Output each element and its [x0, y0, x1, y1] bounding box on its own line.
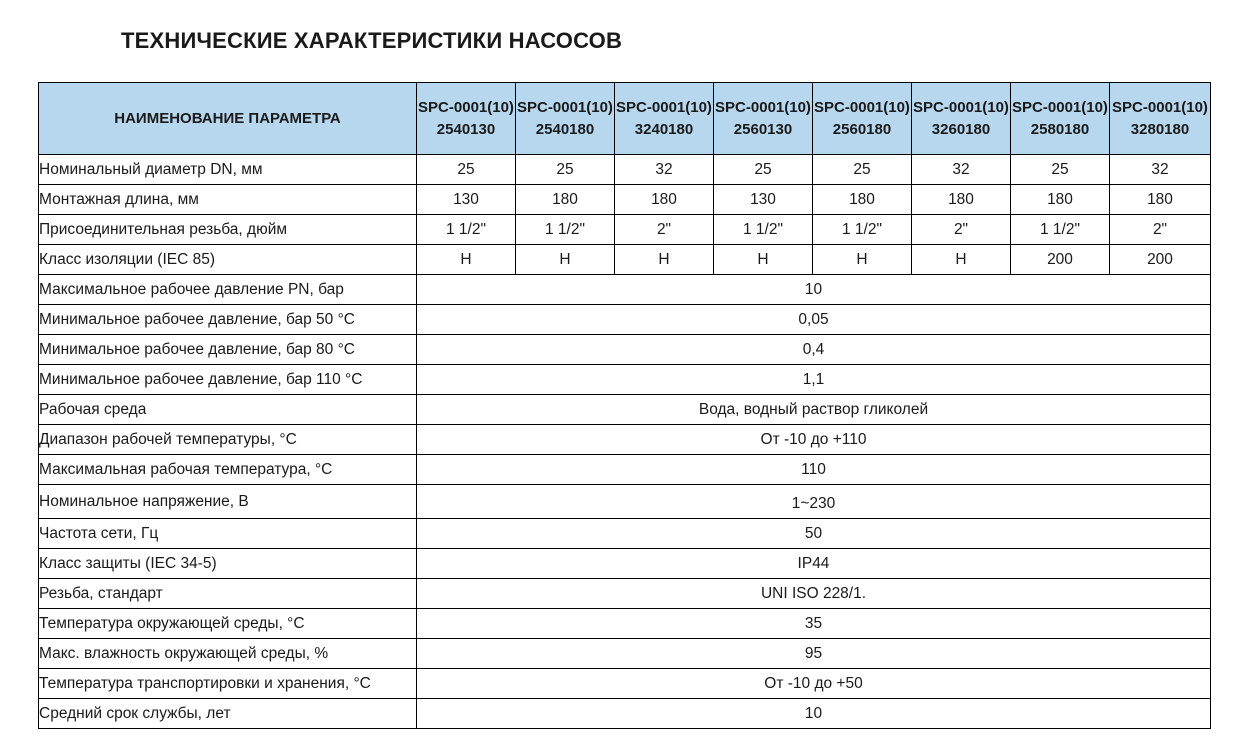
table-cell: 25 [417, 155, 516, 185]
table-cell: От -10 до +50 [417, 669, 1211, 699]
model-series: SPC-0001(10) [616, 98, 712, 116]
table-cell: H [615, 245, 714, 275]
table-cell: 180 [813, 185, 912, 215]
table-cell: 10 [417, 275, 1211, 305]
model-code: 3280180 [1130, 120, 1190, 138]
table-cell: 200 [1011, 245, 1110, 275]
table-row [39, 639, 1211, 669]
page-title: ТЕХНИЧЕСКИЕ ХАРАКТЕРИСТИКИ НАСОСОВ [121, 28, 623, 53]
model-series: SPC-0001(10) [913, 98, 1009, 116]
table-row [39, 699, 1211, 729]
model-code: 2560180 [832, 120, 892, 138]
parameter-label: Максимальная рабочая температура, °C [39, 455, 417, 485]
parameter-column-header: НАИМЕНОВАНИЕ ПАРАМЕТРА [39, 83, 417, 155]
model-code: 3260180 [931, 120, 991, 138]
table-cell: H [417, 245, 516, 275]
table-cell: Вода, водный раствор гликолей [417, 395, 1211, 425]
table-row [39, 669, 1211, 699]
model-code: 2580180 [1030, 120, 1090, 138]
table-cell: 180 [1011, 185, 1110, 215]
table-cell: 32 [912, 155, 1011, 185]
table-row [39, 365, 1211, 395]
table-row [39, 485, 1211, 519]
table-cell: 1 1/2" [1011, 215, 1110, 245]
table-row [39, 519, 1211, 549]
table-cell: 2" [615, 215, 714, 245]
table-cell: 35 [417, 609, 1211, 639]
table-row [39, 609, 1211, 639]
table-cell: 1~230 [417, 485, 1211, 519]
table-row [39, 455, 1211, 485]
table-row [39, 185, 1211, 215]
model-series: SPC-0001(10) [517, 98, 613, 116]
table-row [39, 425, 1211, 455]
parameter-label: Частота сети, Гц [39, 519, 417, 549]
parameter-label: Номинальное напряжение, В [39, 485, 417, 519]
table-row [39, 395, 1211, 425]
table-row [39, 245, 1211, 275]
model-column-header [417, 83, 516, 155]
parameter-label: Макс. влажность окружающей среды, % [39, 639, 417, 669]
table-row [39, 335, 1211, 365]
table-cell: 180 [1110, 185, 1211, 215]
parameter-label: Средний срок службы, лет [39, 699, 417, 729]
table-cell: 180 [912, 185, 1011, 215]
model-column-header [714, 83, 813, 155]
specifications-table [38, 82, 1211, 729]
model-series: SPC-0001(10) [1012, 98, 1108, 116]
parameter-label: Монтажная длина, мм [39, 185, 417, 215]
table-row [39, 275, 1211, 305]
table-row [39, 155, 1211, 185]
table-cell: 10 [417, 699, 1211, 729]
parameter-label: Минимальное рабочее давление, бар 50 °C [39, 305, 417, 335]
table-header-row [39, 83, 1211, 155]
table-cell: 110 [417, 455, 1211, 485]
parameter-label: Диапазон рабочей температуры, °C [39, 425, 417, 455]
table-cell: 180 [516, 185, 615, 215]
table-cell: 1 1/2" [417, 215, 516, 245]
parameter-label: Класс защиты (IEC 34-5) [39, 549, 417, 579]
model-series: SPC-0001(10) [1112, 98, 1208, 116]
table-cell: 2" [912, 215, 1011, 245]
table-cell: 130 [417, 185, 516, 215]
parameter-label: Номинальный диаметр DN, мм [39, 155, 417, 185]
parameter-label: Рабочая среда [39, 395, 417, 425]
table-cell: IP44 [417, 549, 1211, 579]
table-row [39, 579, 1211, 609]
table-cell: 25 [1011, 155, 1110, 185]
table-cell: 32 [615, 155, 714, 185]
model-code: 2540130 [436, 120, 496, 138]
table-cell: 1 1/2" [516, 215, 615, 245]
table-row [39, 549, 1211, 579]
model-column-header [912, 83, 1011, 155]
table-row [39, 215, 1211, 245]
parameter-label: Минимальное рабочее давление, бар 110 °C [39, 365, 417, 395]
table-cell: H [813, 245, 912, 275]
table-cell: 1 1/2" [813, 215, 912, 245]
model-series: SPC-0001(10) [715, 98, 811, 116]
table-cell: UNI ISO 228/1. [417, 579, 1211, 609]
parameter-label: Резьба, стандарт [39, 579, 417, 609]
model-column-header [1011, 83, 1110, 155]
table-cell: 0,05 [417, 305, 1211, 335]
table-cell: 0,4 [417, 335, 1211, 365]
table-cell: 25 [813, 155, 912, 185]
model-column-header [1110, 83, 1211, 155]
table-cell: 25 [516, 155, 615, 185]
table-cell: 200 [1110, 245, 1211, 275]
table-cell: 50 [417, 519, 1211, 549]
model-column-header [813, 83, 912, 155]
table-row [39, 305, 1211, 335]
table-cell: 1,1 [417, 365, 1211, 395]
parameter-label: Класс изоляции (IEC 85) [39, 245, 417, 275]
model-series: SPC-0001(10) [418, 98, 514, 116]
table-cell: 180 [615, 185, 714, 215]
table-cell: 1 1/2" [714, 215, 813, 245]
parameter-label: Температура транспортировки и хранения, °C [39, 669, 417, 699]
table-cell: H [714, 245, 813, 275]
parameter-label: Минимальное рабочее давление, бар 80 °C [39, 335, 417, 365]
model-code: 3240180 [634, 120, 694, 138]
parameter-label: Максимальное рабочее давление PN, бар [39, 275, 417, 305]
parameter-label: Температура окружающей среды, °C [39, 609, 417, 639]
model-series: SPC-0001(10) [814, 98, 910, 116]
table-cell: 25 [714, 155, 813, 185]
model-code: 2560130 [733, 120, 793, 138]
table-cell: От -10 до +110 [417, 425, 1211, 455]
model-code: 2540180 [535, 120, 595, 138]
table-cell: 130 [714, 185, 813, 215]
table-cell: H [516, 245, 615, 275]
model-column-header [516, 83, 615, 155]
table-cell: 95 [417, 639, 1211, 669]
table-cell: H [912, 245, 1011, 275]
table-cell: 32 [1110, 155, 1211, 185]
model-column-header [615, 83, 714, 155]
parameter-label: Присоединительная резьба, дюйм [39, 215, 417, 245]
table-cell: 2" [1110, 215, 1211, 245]
